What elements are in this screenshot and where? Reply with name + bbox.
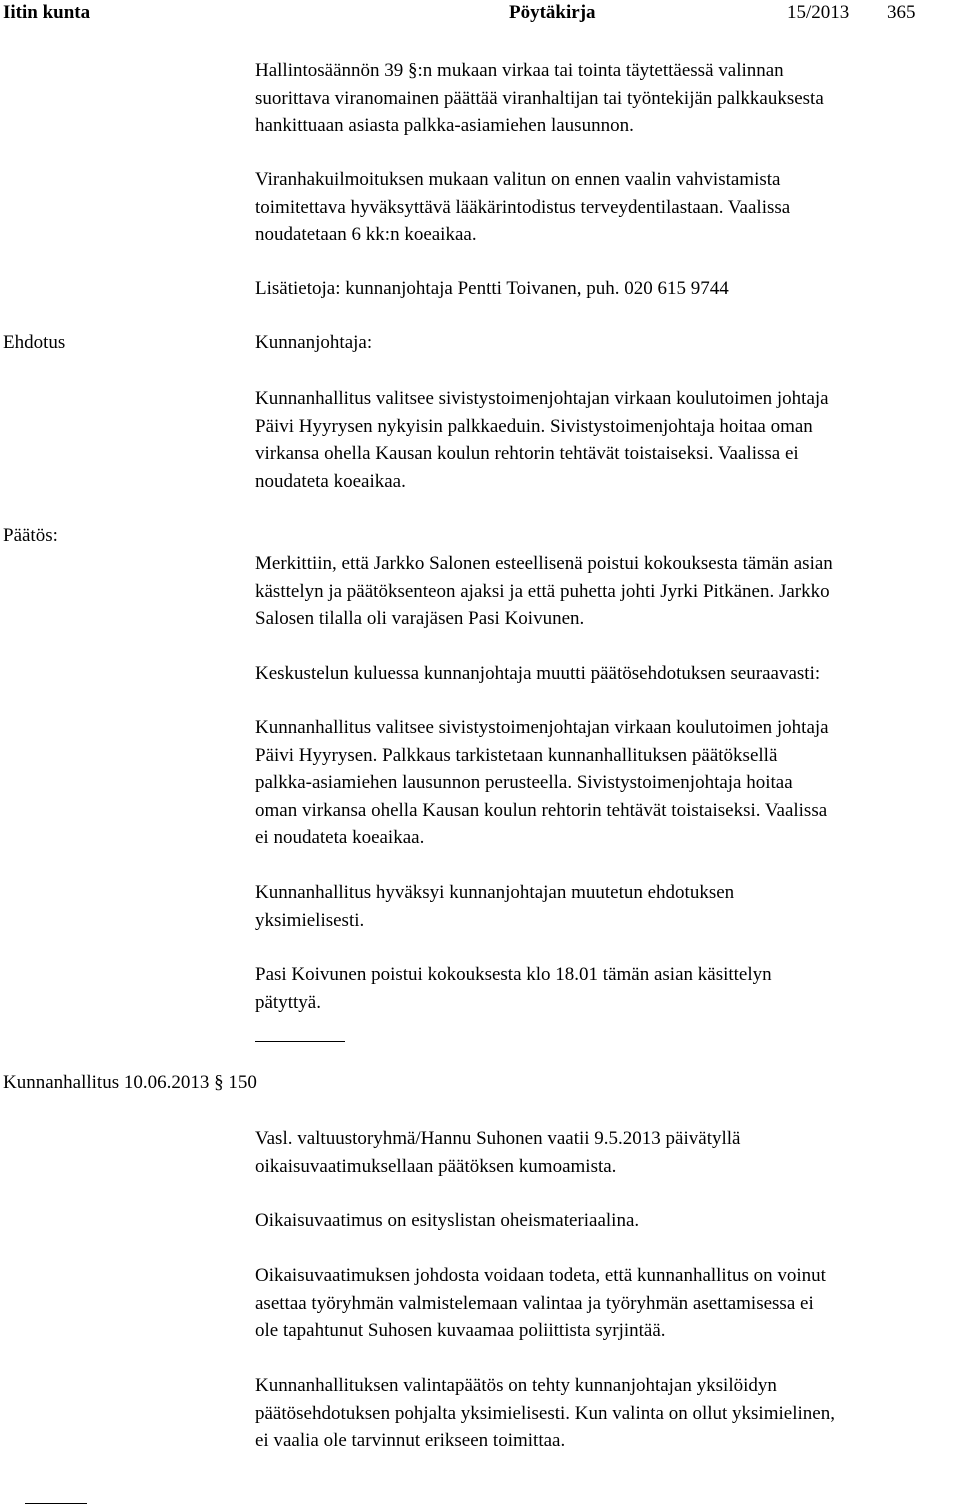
paragraph-line: palkka-asiamiehen lausunnon perusteella. Sivistystoimenjohtaja hoitaa xyxy=(255,772,793,793)
paragraph-line: pätyttyä. xyxy=(255,991,321,1013)
paragraph xyxy=(255,166,955,249)
paragraph-line: virkansa ohella Kausan koulun rehtorin tehtävät toistaiseksi. Vaalissa ei xyxy=(255,443,799,464)
paragraph-line: yksimielisesti. xyxy=(255,909,365,931)
paragraph-line: ei vaalia ole tarvinnut erikseen toimittaa. xyxy=(255,1430,566,1451)
paragraph-line: toimitettava hyväksyttävä lääkärintodistus terveydentilastaan. Vaalissa xyxy=(255,196,791,218)
contact-info xyxy=(255,275,955,303)
paragraph-line: Vasl. valtuustoryhmä/Hannu Suhonen vaatii 9.5.2013 päivätyllä xyxy=(255,1128,741,1149)
footer-divider xyxy=(25,1503,87,1504)
paragraph-line: ole tapahtunut Suhosen kuvaamaa poliittista syrjintää. xyxy=(255,1320,666,1341)
paragraph-line: Kunnanhallitus valitsee sivistystoimenjohtajan virkaan koulutoimen johtaja xyxy=(255,717,829,738)
paragraph xyxy=(255,1125,955,1180)
paragraph-line: Päivi Hyyrysen nykyisin palkkaeduin. Sivistystoimenjohtaja hoitaa oman xyxy=(255,415,813,437)
meeting-reference: Kunnanhallitus 10.06.2013 § 150 xyxy=(3,1072,257,1093)
proposal-text xyxy=(255,385,955,495)
municipality-name: Iitin kunta xyxy=(3,2,91,23)
document-type: Pöytäkirja xyxy=(509,2,596,23)
paragraph-line: oman virkansa ohella Kausan koulun rehtorin tehtävät toistaiseksi. Vaalissa xyxy=(255,799,828,821)
proposal-label: Ehdotus xyxy=(3,332,66,353)
paragraph xyxy=(255,961,955,1016)
proposal-author xyxy=(255,329,955,357)
paragraph-line: oikaisuvaatimuksellaan päätöksen kumoamista. xyxy=(255,1155,617,1177)
paragraph xyxy=(255,660,955,688)
paragraph xyxy=(255,1372,955,1455)
paragraph xyxy=(255,1207,955,1235)
paragraph xyxy=(255,57,955,140)
paragraph-line: päätösehdotuksen pohjalta yksimielisesti. Kun valinta on ollut yksimielinen, xyxy=(255,1402,835,1424)
paragraph-line: Kunnanhallituksen valintapäätös on tehty kunnanjohtajan yksilöidyn xyxy=(255,1375,777,1396)
decision-text xyxy=(255,879,955,934)
paragraph-line: Salosen tilalla oli varajäsen Pasi Koivunen. xyxy=(255,608,585,629)
document-number: 15/2013 xyxy=(787,2,850,23)
paragraph-line: Lisätietoja: kunnanjohtaja Pentti Toivanen, puh. 020 615 9744 xyxy=(255,278,729,299)
paragraph xyxy=(255,550,955,633)
paragraph-line: Keskustelun kuluessa kunnanjohtaja muutti päätösehdotuksen seuraavasti: xyxy=(255,663,821,684)
paragraph-line: Kunnanhallitus valitsee sivistystoimenjohtajan virkaan koulutoimen johtaja xyxy=(255,388,829,409)
paragraph-line: noudateta koeaikaa. xyxy=(255,470,406,492)
paragraph-line: kästtelyn ja päätöksenteon ajaksi ja että puhetta johti Jyrki Pitkänen. Jarkko xyxy=(255,580,830,602)
amended-proposal xyxy=(255,714,955,852)
paragraph-line: hankittuaan asiasta palkka-asiamiehen lausunnon. xyxy=(255,115,634,136)
paragraph-line: ei noudateta koeaikaa. xyxy=(255,827,425,848)
paragraph-line: Hallintosäännön 39 §:n mukaan virkaa tai tointa täytettäessä valinnan xyxy=(255,60,784,81)
paragraph-line: Oikaisuvaatimus on esityslistan oheismateriaalina. xyxy=(255,1210,640,1231)
section-divider xyxy=(255,1041,345,1042)
paragraph-line: noudatetaan 6 kk:n koeaikaa. xyxy=(255,224,477,245)
paragraph xyxy=(255,1262,955,1345)
paragraph-line: Oikaisuvaatimuksen johdosta voidaan todeta, että kunnanhallitus on voinut xyxy=(255,1265,826,1286)
paragraph-line: Viranhakuilmoituksen mukaan valitun on ennen vaalin vahvistamista xyxy=(255,169,781,190)
paragraph-line: suorittava viranomainen päättää viranhaltijan tai työntekijän palkkauksesta xyxy=(255,87,824,109)
page-number: 365 xyxy=(887,2,916,23)
paragraph-line: Kunnanhallitus hyväksyi kunnanjohtajan muutetun ehdotuksen xyxy=(255,882,735,903)
paragraph-line: asettaa työryhmän valmistelemaan valintaa ja työryhmän asettamisessa ei xyxy=(255,1292,814,1314)
paragraph-line: Päivi Hyyrysen. Palkkaus tarkistetaan kunnanhallituksen päätöksellä xyxy=(255,744,778,766)
decision-label: Päätös: xyxy=(3,525,58,546)
paragraph-line: Merkittiin, että Jarkko Salonen esteellisenä poistui kokouksesta tämän asian xyxy=(255,553,833,574)
paragraph-line: Kunnanjohtaja: xyxy=(255,332,373,353)
paragraph-line: Pasi Koivunen poistui kokouksesta klo 18.01 tämän asian käsittelyn xyxy=(255,964,772,985)
